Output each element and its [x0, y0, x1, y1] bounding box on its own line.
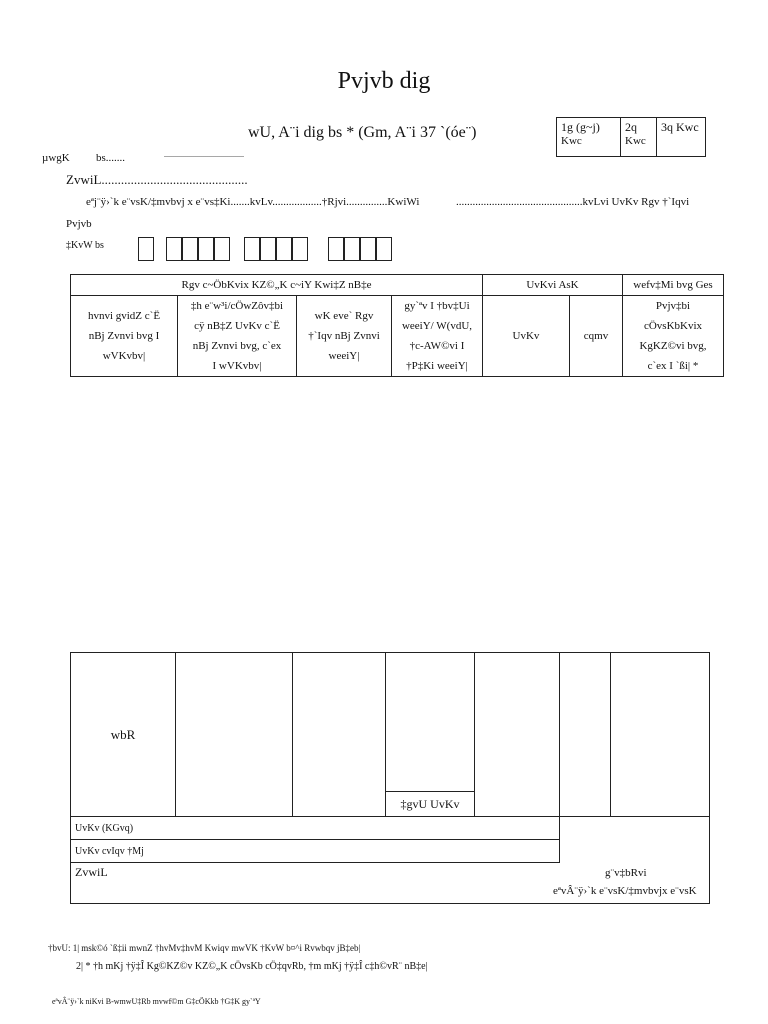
col-officer: Pvjv‡bi cÖvsKbKvix KgKZ©vi bvg, c`ex I `ßi| * — [623, 296, 724, 377]
group-header: Rgv c~ÖbKvix KZ©„K c~iY Kwi‡Z nB‡e — [71, 275, 483, 296]
pvjvb-label: Pvjvb — [66, 218, 92, 230]
code-box[interactable] — [260, 237, 276, 261]
page-title: Pvjvb dig — [337, 68, 431, 94]
footer-credit: eªvÂ¨ÿ›`k niKvi B-wmwU‡Rb mvwf©m G‡cÖKkb †G‡K gy`ªY — [52, 997, 261, 1006]
amount-in-words[interactable]: UvKv (KGvq) — [71, 817, 560, 840]
deposit-details-table — [70, 274, 724, 377]
copy-3-label: 3q Kwc — [661, 120, 699, 134]
office-header: wefv‡Mi bvg Ges — [623, 275, 724, 296]
taka-entry[interactable] — [475, 653, 560, 817]
self-label: wbR — [71, 653, 176, 817]
date-label: ZvwiL — [75, 865, 108, 879]
signature-row — [71, 863, 710, 904]
total-taka-label: ‡gvU UvKv — [386, 792, 475, 817]
col-taka: UvKv — [483, 296, 570, 377]
empty-cell — [560, 817, 710, 863]
code-box[interactable] — [198, 237, 214, 261]
col-depositor: ‡h e¨w³i/cÖwZôv‡bi cÿ nB‡Z UvKv c`Ë nBj Zvnvi bvg, c`ex I wVKvbv| — [178, 296, 297, 377]
copy-cell-2 — [621, 118, 657, 157]
amount-header: UvKvi AsK — [483, 275, 623, 296]
code-number-label: ‡KvW bs — [66, 240, 104, 251]
code-box[interactable] — [292, 237, 308, 261]
code-box[interactable] — [138, 237, 154, 261]
empty-cell — [176, 653, 293, 817]
officer-entry[interactable] — [611, 653, 710, 817]
empty-cell — [293, 653, 386, 817]
copy-cell-3 — [657, 118, 706, 157]
date-field[interactable]: ZvwiL............................................. — [66, 172, 248, 187]
col-instrument: gy`ªv I †bv‡Ui weeiY/ W(vdU, †c-AW©vi I †P‡Ki weeiY| — [392, 296, 483, 377]
bank-branch-line[interactable]: eªj¨ÿ›`k e¨vsK/‡mvbvj x e¨vs‡Ki.......kvLv..................†Rjvi...............KwiWi — [86, 196, 420, 208]
code-box[interactable] — [182, 237, 198, 261]
manager-label: g¨v‡bRvi — [605, 867, 647, 879]
note-2: 2| * †h mKj †ÿ‡Î Kg©KZ©v KZ©„K cÖvsKb cÖ‡qvRb, †m mKj †ÿ‡Î c‡h©vR¨ nB‡e| — [76, 961, 428, 972]
copy-cell-1 — [557, 118, 621, 157]
code-box[interactable] — [376, 237, 392, 261]
number-label: bs....... — [96, 152, 126, 164]
col-purpose: wK eve` Rgv †`Iqv nBj Zvnvi weeiY| — [297, 296, 392, 377]
code-box[interactable] — [344, 237, 360, 261]
code-box[interactable] — [360, 237, 376, 261]
code-box[interactable] — [276, 237, 292, 261]
copy-2-label: 2q — [625, 120, 637, 134]
copy-1-label: 1g (g~j) — [561, 120, 600, 134]
deposit-line[interactable]: ..............................................kvLvi UvKv Rgv †`Iqvi — [456, 196, 690, 208]
serial-label: µwgK — [42, 152, 70, 164]
code-box[interactable] — [328, 237, 344, 261]
code-box[interactable] — [244, 237, 260, 261]
form-subtitle: wU, A¨i dig bs * (Gm, A¨i 37 `(óe¨) — [248, 124, 477, 141]
empty-cell — [386, 653, 475, 792]
code-box[interactable] — [166, 237, 182, 261]
bank-label: eªvÂ¨ÿ›`k e¨vsK/‡mvbvjx e¨vsK — [553, 885, 697, 897]
copy-indicator-table — [556, 117, 706, 157]
col-payer: hvnvi gvidZ c`Ë nBj Zvnvi bvg I wVKvbv| — [71, 296, 178, 377]
code-box[interactable] — [214, 237, 230, 261]
copy-1-sub: Kwc — [561, 135, 582, 147]
totals-table — [70, 652, 710, 904]
col-poisa: cqmv — [570, 296, 623, 377]
poisa-entry[interactable] — [560, 653, 611, 817]
copy-2-sub: Kwc — [625, 135, 646, 147]
note-1: †bvU: 1| msk©ó `ß‡ii mwnZ †hvMv‡hvM Kwiqv mwVK †KvW b¤^i Rvwbqv jB‡eb| — [48, 943, 361, 953]
number-dots[interactable]: ........................................ — [164, 150, 244, 159]
amount-received[interactable]: UvKv cvIqv †Mj — [71, 840, 560, 863]
